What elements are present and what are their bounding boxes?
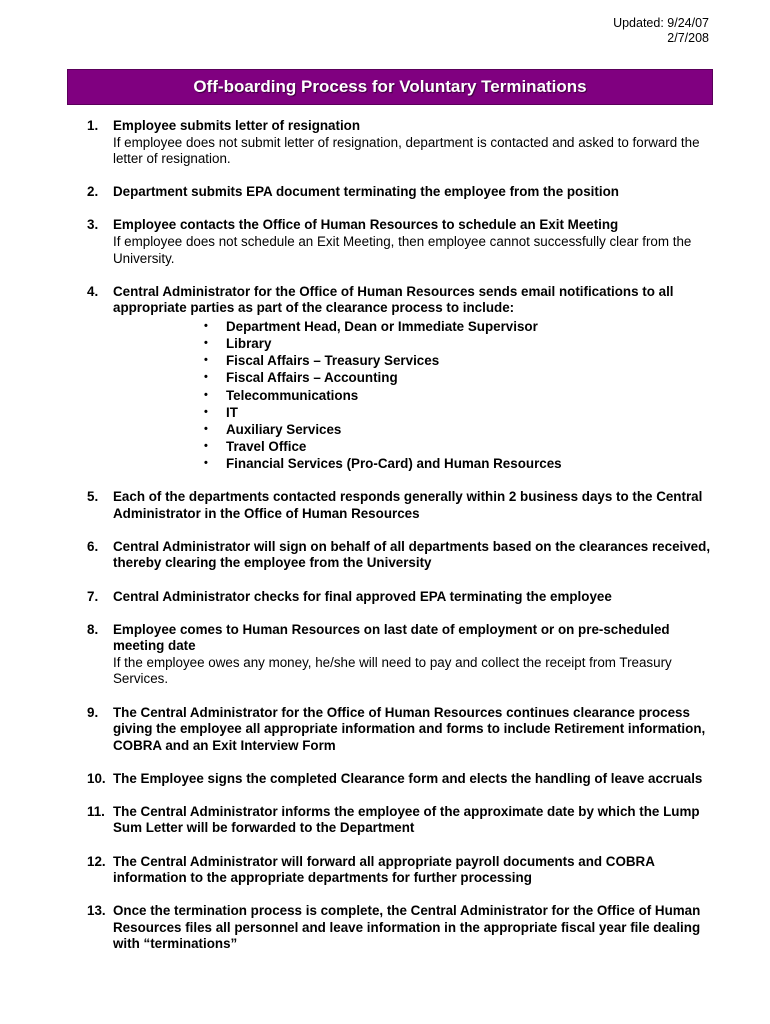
clearance-party-item xyxy=(204,352,717,369)
bullet-icon: • xyxy=(204,337,208,350)
clearance-party-item xyxy=(204,404,717,421)
step-description: If employee does not schedule an Exit Meeting, then employee cannot successfully clear from the University. xyxy=(113,233,692,266)
step-number: 10. xyxy=(87,770,106,786)
step-item xyxy=(87,903,717,953)
bullet-icon: • xyxy=(204,440,208,453)
step-number: 2. xyxy=(87,184,99,200)
updated-date-2: 2/7/208 xyxy=(667,31,709,45)
step-title: The Central Administrator will forward all appropriate payroll documents and COBRA information to the appropriate departments for further processing xyxy=(113,853,655,886)
step-number: 12. xyxy=(87,853,106,869)
bullet-icon: • xyxy=(204,423,208,436)
step-number: 11. xyxy=(87,803,105,819)
bullet-icon: • xyxy=(204,388,208,401)
bullet-icon: • xyxy=(204,371,208,384)
clearance-party-label: Telecommunications xyxy=(226,387,359,403)
step-item xyxy=(87,489,717,522)
step-item xyxy=(87,622,717,688)
clearance-party-label: Fiscal Affairs – Accounting xyxy=(226,370,398,386)
clearance-party-item xyxy=(204,318,717,335)
step-title: The Central Administrator for the Office of Human Resources continues clearance process giving the employee all appropriate information and forms to include Retirement information, COBRA and an Exit Interview Form xyxy=(113,704,706,753)
step-body xyxy=(113,854,717,887)
steps-list xyxy=(87,118,717,970)
step-body xyxy=(113,589,717,606)
step-item xyxy=(87,284,717,473)
step-number: 6. xyxy=(87,538,99,554)
title-banner xyxy=(67,69,713,105)
step-body xyxy=(113,804,717,837)
step-description: If employee does not submit letter of resignation, department is contacted and asked to forward the letter of resignation. xyxy=(113,134,700,167)
step-item xyxy=(87,589,717,606)
step-body xyxy=(113,903,717,953)
step-number: 13. xyxy=(87,903,106,919)
clearance-party-item xyxy=(204,387,717,404)
clearance-party-label: IT xyxy=(226,404,238,420)
clearance-party-label: Auxiliary Services xyxy=(226,422,342,438)
step-title: Employee contacts the Office of Human Resources to schedule an Exit Meeting xyxy=(113,217,619,233)
step-body xyxy=(113,217,717,267)
step-body xyxy=(113,118,717,168)
step-title: Each of the departments contacted responds generally within 2 business days to the Central Administrator in the Office of Human Resources xyxy=(113,489,703,521)
clearance-party-item xyxy=(204,438,717,455)
bullet-icon: • xyxy=(204,319,208,332)
step-body xyxy=(113,539,717,572)
step-description: If the employee owes any money, he/she will need to pay and collect the receipt from Treasury Services. xyxy=(113,654,672,687)
step-number: 3. xyxy=(87,217,99,233)
clearance-party-label: Department Head, Dean or Immediate Supervisor xyxy=(226,318,538,334)
step-body xyxy=(113,705,717,755)
clearance-party-label: Travel Office xyxy=(226,439,307,455)
step-number: 8. xyxy=(87,621,99,637)
step-number: 9. xyxy=(87,704,99,720)
step-title: Central Administrator for the Office of Human Resources sends email notifications to all appropriate parties as part of the clearance process to include: xyxy=(113,283,674,316)
step-body xyxy=(113,184,717,201)
step-item xyxy=(87,771,717,788)
step-item xyxy=(87,705,717,755)
bullet-icon: • xyxy=(204,457,208,470)
clearance-party-label: Financial Services (Pro-Card) and Human Resources xyxy=(226,456,562,472)
step-title: Central Administrator will sign on behalf of all departments based on the clearances received, thereby clearing the employee from the University xyxy=(113,538,711,571)
step-item xyxy=(87,539,717,572)
step-title: The Central Administrator informs the employee of the approximate date by which the Lump Sum Letter will be forwarded to the Department xyxy=(113,803,700,836)
step-item xyxy=(87,217,717,267)
step-title: Once the termination process is complete, the Central Administrator for the Office of Human Resources files all personnel and leave information in the appropriate fiscal year file dealing with “terminations” xyxy=(113,903,701,952)
clearance-parties-list xyxy=(113,318,717,473)
clearance-party-item xyxy=(204,369,717,386)
step-number: 5. xyxy=(87,489,99,505)
step-body xyxy=(113,489,717,522)
step-title: Department submits EPA document terminating the employee from the position xyxy=(113,184,619,200)
bullet-icon: • xyxy=(204,405,208,418)
step-item xyxy=(87,184,717,201)
bullet-icon: • xyxy=(204,354,208,367)
step-title: Employee comes to Human Resources on last date of employment or on pre-scheduled meeting date xyxy=(113,621,670,654)
step-body xyxy=(113,771,717,788)
clearance-party-item xyxy=(204,421,717,438)
step-number: 4. xyxy=(87,283,99,299)
step-number: 7. xyxy=(87,588,99,604)
clearance-party-label: Fiscal Affairs – Treasury Services xyxy=(226,353,440,369)
step-title: The Employee signs the completed Clearance form and elects the handling of leave accruals xyxy=(113,770,703,786)
step-title: Central Administrator checks for final approved EPA terminating the employee xyxy=(113,588,612,604)
step-number: 1. xyxy=(87,118,99,133)
clearance-party-label: Library xyxy=(226,336,272,352)
step-body xyxy=(113,622,717,688)
step-item xyxy=(87,118,717,168)
step-item xyxy=(87,804,717,837)
page-title: Off-boarding Process for Voluntary Terminations xyxy=(193,77,587,96)
updated-date-1: Updated: 9/24/07 xyxy=(613,16,709,30)
updated-dates xyxy=(613,16,709,46)
step-item xyxy=(87,854,717,887)
clearance-party-item xyxy=(204,455,717,472)
step-title: Employee submits letter of resignation xyxy=(113,118,361,133)
clearance-party-item xyxy=(204,335,717,352)
step-body xyxy=(113,284,717,473)
